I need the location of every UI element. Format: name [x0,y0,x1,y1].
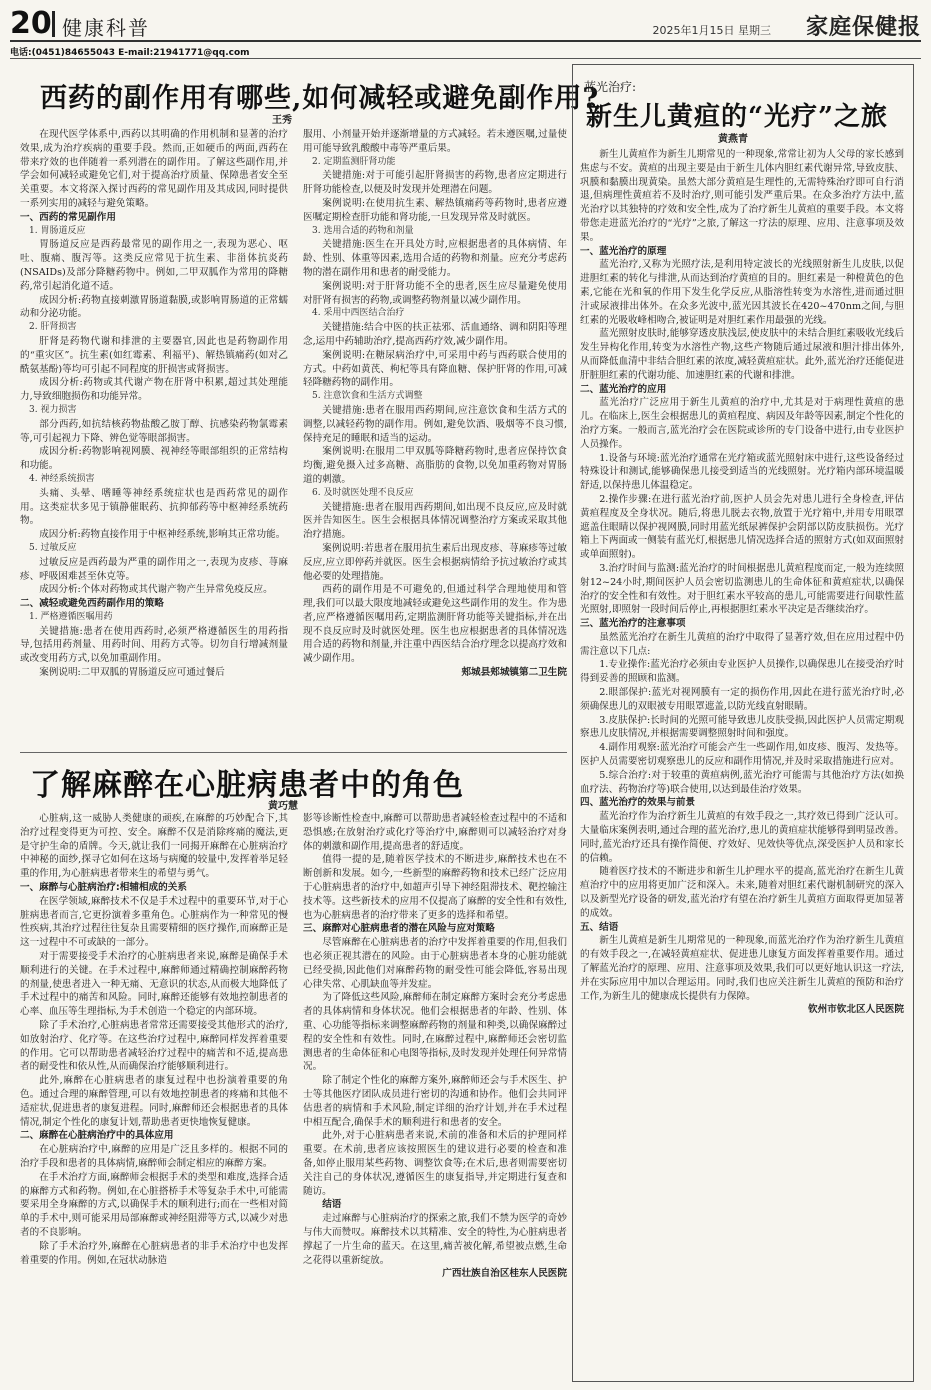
article2-author: 黄巧慧 [268,801,298,812]
paragraph: 4.副作用观察:蓝光治疗可能会产生一些副作用,如皮疹、腹泻、发热等。医护人员需要密切观察患儿的反应和副作用情况,并及时采取措施进行应对。 [580,742,904,768]
paragraph: 值得一提的是,随着医学技术的不断进步,麻醉技术也在不断创新和发展。如今,一些新型的麻醉药物和技术已经广泛应用于心脏病患者的治疗中,如超声引导下神经阻滞技术、靶控输注技术等。这些新技术的应用不仅提高了麻醉的安全性和有效性,也为心脏病患者的治疗带来了更多的选择和希望。 [303,854,567,921]
paragraph: 头痛、头晕、嗜睡等神经系统症状也是西药常见的副作用。这类症状多见于镇静催眠药、抗抑郁药等中枢神经系统药物。 [20,487,288,527]
paragraph: 成因分析:药物直接作用于中枢神经系统,影响其正常功能。 [39,529,286,541]
article2-title: 了解麻醉在心脏病患者中的角色 [30,768,464,803]
paragraph: 案例说明:在服用二甲双胍等降糖药物时,患者应保持饮食均衡,避免摄入过多高糖、高脂肪的食物,以免加重药物对胃肠道的刺激。 [303,446,567,485]
section-name: 健康科普 [62,16,150,40]
minor-heading: 6. 及时就医处理不良反应 [312,487,414,498]
minor-heading: 2. 定期监测肝肾功能 [312,156,396,167]
page-number: 20 [10,6,52,41]
minor-heading: 1. 严格遵循医嘱用药 [29,611,113,622]
article3-kicker: 蓝光治疗: [584,80,637,94]
subheading: 四、蓝光治疗的效果与前景 [580,797,696,809]
minor-heading: 5. 注意饮食和生活方式调整 [312,391,423,402]
paragraph: 走过麻醉与心脏病治疗的探索之旅,我们不禁为医学的奇妙与伟大而赞叹。麻醉技术以其精准、安全的特性,为心脏病患者撑起了一片生命的蓝天。在这里,痛苦被化解,希望被点燃,生命之花得以重新绽放。 [303,1213,567,1266]
paragraph: 虽然蓝光治疗在新生儿黄疸的治疗中取得了显著疗效,但在应用过程中仍需注意以下几点: [580,631,904,657]
article1-author: 王秀 [272,115,292,126]
paragraph: 服用、小剂量开始并逐渐增量的方式减轻。若未遵医嘱,过量使用可能导致乳酸酸中毒等严重后果。 [303,129,567,154]
article2-column-1 [20,812,288,1380]
paragraph: 随着医疗技术的不断进步和新生儿护理水平的提高,蓝光治疗在新生儿黄疸治疗中的应用将更加广泛和深入。未来,随着对胆红素代谢机制研究的深入以及新型光疗设备的研发,蓝光治疗有望在治疗新生儿黄疸方面取得更加显著的成效。 [580,866,904,919]
paragraph: 除了手术治疗,心脏病患者常常还需要接受其他形式的治疗,如放射治疗、化疗等。在这些治疗过程中,麻醉同样发挥着重要的作用。它可以帮助患者减轻治疗过程中的痛苦和不适,提高患者的耐受性和依从性,从而确保治疗能够顺利进行。 [20,1019,288,1073]
paragraph: 关键措施:患者在服用西药期间,应注意饮食和生活方式的调整,以减轻药物的副作用。例如,避免饮酒、吸烟等不良习惯,保持充足的睡眠和适当的运动。 [303,404,567,444]
paragraph: 案例说明:若患者在服用抗生素后出现皮疹、荨麻疹等过敏反应,应立即停药并就医。医生会根据病情给予抗过敏治疗或其他必要的处理措施。 [303,542,567,582]
paragraph: 胃肠道反应是西药最常见的副作用之一,表现为恶心、呕吐、腹痛、腹泻等。这类反应常见于抗生素、非甾体抗炎药(NSAIDs)及部分降糖药物中。例如,二甲双胍作为常用的降糖药,常引起消化道不适。 [20,239,288,292]
paragraph: 除了手术治疗外,麻醉在心脏病患者的非手术治疗中也发挥着重要的作用。例如,在冠状动脉造 [20,1240,288,1266]
header-divider [52,11,55,37]
paragraph: 在心脏病治疗中,麻醉的应用是广泛且多样的。根据不同的治疗手段和患者的具体病情,麻醉师会制定相应的麻醉方案。 [20,1144,288,1169]
subheading: 一、西药的常见副作用 [20,211,116,223]
paragraph: 成因分析:药物影响视网膜、视神经等眼部组织的正常结构和功能。 [20,446,288,472]
paragraph: 关键措施:结合中医的扶正祛邪、活血通络、调和阴阳等理念,运用中药辅助治疗,提高西药疗效,减少副作用。 [303,322,567,347]
paragraph: 关键措施:对于可能引起肝肾损害的药物,患者应定期进行肝肾功能检查,以便及时发现并处理潜在问题。 [303,170,567,196]
paragraph: 在医学领域,麻醉技术不仅是手术过程中的重要环节,对于心脏病患者而言,它更扮演着多重角色。心脏病作为一种常见的慢性疾病,其治疗过程往往复杂且需要精细的医疗操作,而麻醉正是这一过程中不可或缺的一部分。 [20,895,288,949]
subheading: 一、蓝光治疗的原理 [580,245,667,257]
subheading: 五、结语 [580,921,619,933]
minor-heading: 3. 选用合适的药物和剂量 [312,225,414,236]
subheading: 三、蓝光治疗的注意事项 [580,618,686,630]
paragraph: 西药的副作用是不可避免的,但通过科学合理地使用和管理,我们可以最大限度地减轻或避免这些副作用的发生。作为患者,应严格遵循医嘱用药,定期监测肝肾功能等关键指标,并在出现不良反应时及时就医处理。医生也应根据患者的具体情况选用合适的药物和剂量,并注重中西医结合治疗理念以提高疗效和减少副作用。 [303,584,567,665]
minor-heading: 4. 神经系统损害 [29,473,95,484]
paragraph: 过敏反应是西药最为严重的副作用之一,表现为皮疹、荨麻疹、呼吸困难甚至休克等。 [20,556,288,582]
subheading: 结语 [322,1199,342,1211]
paragraph: 此外,麻醉在心脏病患者的康复过程中也扮演着重要的角色。通过合理的麻醉管理,可以有效地控制患者的疼痛和其他不适症状,促进患者的康复进程。同时,麻醉师还会根据患者的具体情况,制定个性化的康复计划,帮助患者更快地恢复健康。 [20,1075,288,1128]
author-affiliation: 钦州市钦北区人民医院 [808,1004,904,1016]
paragraph: 影等诊断性检查中,麻醉可以帮助患者减轻检查过程中的不适和恐惧感;在放射治疗或化疗等治疗中,麻醉则可以减轻治疗对身体的刺激和副作用,提高患者的舒适度。 [303,813,567,852]
paragraph: 尽管麻醉在心脏病患者的治疗中发挥着重要的作用,但我们也必须正视其潜在的风险。由于心脏病患者本身的心脏功能就已经受损,因此他们对麻醉药物的耐受性可能会降低,容易出现心律失常、心肌缺血等并发症。 [303,937,567,990]
paragraph: 成因分析:药物或其代谢产物在肝肾中积累,超过其处理能力,导致细胞损伤和功能异常。 [20,377,288,403]
paragraph: 新生儿黄疸作为新生儿期常见的一种现象,常常让初为人父母的家长感到焦虑与不安。黄疸的出现主要是由于新生儿体内胆红素代谢异常,导致皮肤、巩膜和黏膜出现黄染。虽然大部分黄疸是生理性的,无需特殊治疗即可自行消退,但病理性黄疸若不及时治疗,则可能引发严重后果。在众多治疗方法中,蓝光治疗以其独特的疗效和安全性,成为了治疗新生儿黄疸的重要手段。本文将带您走进蓝光治疗的“光疗”之旅,了解这一疗法的原理、应用、注意事项及效果。 [580,149,904,243]
header-rule [10,58,921,59]
minor-heading: 5. 过敏反应 [29,542,77,553]
paragraph: 为了降低这些风险,麻醉师在制定麻醉方案时会充分考虑患者的具体病情和身体状况。他们会根据患者的年龄、性别、体重、心功能等指标来调整麻醉药物的剂量和种类,以确保麻醉过程的安全性和有效性。同时,在麻醉过程中,麻醉师还会密切监测患者的生命体征和心电图等指标,及时发现并处理任何异常情况。 [303,992,567,1073]
paragraph: 在现代医学体系中,西药以其明确的作用机制和显著的治疗效果,成为治疗疾病的重要手段。然而,正如硬币的两面,西药在带来疗效的也伴随着一系列潜在的副作用。了解这些副作用,并学会如何减轻或避免它们,对于提高治疗质量、保障患者安全至关重要。本文将深入探讨西药的常见副作用及其成因,同时提供一系列实用的减轻与避免策略。 [20,129,288,209]
paragraph: 案例说明:对于肝肾功能不全的患者,医生应尽量避免使用对肝肾有损害的药物,或调整药物剂量以减少副作用。 [303,280,567,306]
article3-body [580,148,904,1376]
paragraph: 案例说明:二甲双胍的胃肠道反应可通过餐后 [39,667,225,679]
page-header [10,8,921,42]
issue-date: 2025年1月15日 星期三 [652,24,771,37]
paragraph: 5.综合治疗:对于较重的黄疸病例,蓝光治疗可能需与其他治疗方法(如换血疗法、药物治疗等)联合使用,以达到最佳治疗效果。 [580,769,904,795]
paragraph: 关键措施:患者在服用西药期间,如出现不良反应,应及时就医并告知医生。医生会根据具体情况调整治疗方案或采取其他治疗措施。 [303,501,567,541]
article1-column-2 [303,128,567,748]
article3-author: 黄燕青 [718,134,748,145]
subheading: 二、减轻或避免西药副作用的策略 [20,598,164,610]
article1-title: 西药的副作用有哪些,如何减轻或避免副作用? [40,83,600,114]
minor-heading: 2. 肝肾损害 [29,322,77,333]
paragraph: 对于需要接受手术治疗的心脏病患者来说,麻醉是确保手术顺利进行的关键。在手术过程中,麻醉师通过精确控制麻醉药物的剂量,使患者进入一种无痛、无意识的状态,从而极大地降低了手术过程中的痛苦和风险。同时,麻醉还能够有效地控制患者的心率、血压等生理指标,为手术创造一个稳定的内部环境。 [20,950,288,1018]
minor-heading: 1. 胃肠道反应 [29,225,86,236]
paragraph: 新生儿黄疸是新生儿期常见的一种现象,而蓝光治疗作为治疗新生儿黄疸的有效手段之一,在减轻黄疸症状、促进患儿康复方面发挥着重要作用。通过了解蓝光治疗的原理、应用、注意事项及效果,我们可以更好地认识这一疗法,并在实际应用中加以合理运用。同时,我们也应关注新生儿黄疸的预防和治疗工作,为新生儿的健康成长提供有力保障。 [580,935,904,1002]
paragraph: 2.操作步骤:在进行蓝光治疗前,医护人员会先对患儿进行全身检查,评估黄疸程度及全身状况。随后,将患儿脱去衣物,放置于光疗箱中,并用专用眼罩遮盖住眼睛以保护视网膜,同时用蓝光纸尿裤保护会阴部以防皮肤损伤。光疗箱上下两面或一侧装有蓝光灯,根据患儿情况选择合适的照射方式(如双面照射或单面照射)。 [580,493,904,561]
subheading: 三、麻醉对心脏病患者的潜在风险与应对策略 [303,923,495,935]
subheading: 二、麻醉在心脏病治疗中的具体应用 [20,1130,174,1142]
paragraph: 2.眼部保护:蓝光对视网膜有一定的损伤作用,因此在进行蓝光治疗时,必须确保患儿的双眼被专用眼罩遮盖,以防光线直射眼睛。 [580,687,904,712]
paragraph: 蓝光治疗作为治疗新生儿黄疸的有效手段之一,其疗效已得到广泛认可。大量临床案例表明,通过合理的蓝光治疗,患儿的黄疸症状能够得到明显改善。同时,蓝光治疗还具有操作简便、疗效好、见效快等优点,深受医护人员和家长的信赖。 [580,811,904,864]
subheading: 二、蓝光治疗的应用 [580,383,667,395]
article-separator [20,752,567,753]
paragraph: 此外,对于心脏病患者来说,术前的准备和术后的护理同样重要。在术前,患者应该按照医生的建议进行必要的检查和准备,如停止服用某些药物、调整饮食等;在术后,患者则需要密切关注自己的身体状况,遵循医生的康复指导,并定期进行复查和随访。 [303,1130,567,1197]
paragraph: 案例说明:在糖尿病治疗中,可采用中药与西药联合使用的方式。中药如黄芪、枸杞等具有降血糖、保护肝肾的作用,可减轻降糖药物的副作用。 [303,349,567,389]
paragraph: 成因分析:个体对药物或其代谢产物产生异常免疫反应。 [39,584,273,596]
paragraph: 部分西药,如抗结核药物盐酸乙胺丁醇、抗感染药物氯霉素等,可引起视力下降、辨色觉等眼部损害。 [20,418,288,444]
paragraph: 除了制定个性化的麻醉方案外,麻醉师还会与手术医生、护士等其他医疗团队成员进行密切的沟通和协作。他们会共同评估患者的病情和手术风险,制定详细的治疗计划,并在手术过程中相互配合,确保手术的顺利进行和患者的安全。 [303,1075,567,1128]
subheading: 一、麻醉与心脏病治疗:相辅相成的关系 [20,881,187,893]
paragraph: 关键措施:患者在使用西药时,必须严格遵循医生的用药指导,包括用药剂量、用药时间、用药方式等。切勿自行增减剂量或改变用药方式,以免加重副作用。 [20,625,288,665]
paragraph: 蓝光照射皮肤时,能够穿透皮肤浅层,使皮肤中的未结合胆红素吸收光线后发生异构化作用,转变为水溶性产物,这些产物随后通过尿液和胆汁排出体外,从而降低血清中非结合胆红素的浓度,减轻黄疸症状。此外,蓝光治疗还能促进肝脏胆红素的代谢功能、加速胆红素的代谢和排泄。 [580,328,904,381]
paper-name: 家庭保健报 [805,14,921,40]
author-affiliation: 郏城县郏城镇第二卫生院 [461,667,567,679]
paragraph: 成因分析:药物直接刺激胃肠道黏膜,或影响胃肠道的正常蠕动和分泌功能。 [20,294,288,320]
paragraph: 蓝光治疗,又称为光照疗法,是利用特定波长的光线照射新生儿皮肤,以促进胆红素的转化与排泄,从而达到治疗黄疸的目的。胆红素是一种橙黄色的色素,它能在光和氧的作用下发生化学反应,从脂溶性转变为水溶性,进而通过胆汁或尿液排出体外。在众多光波中,蓝光因其波长在420~470nm之间,与胆红素的光吸收峰相吻合,被证明是对胆红素作用最强的光线。 [580,259,904,326]
minor-heading: 4. 采用中西医结合治疗 [312,308,405,319]
paragraph: 3.治疗时间与监测:蓝光治疗的时间根据患儿黄疸程度而定,一般为连续照射12~24小时,期间医护人员会密切监测患儿的生命体征和黄疸症状,以确保治疗的安全性和有效性。对于胆红素水平较高的患儿,可能需要进行间歇性蓝光照射,即照射一段时间后停止,再根据胆红素水平决定是否继续治疗。 [580,562,904,616]
minor-heading: 3. 视力损害 [29,404,77,415]
paragraph: 案例说明:在使用抗生素、解热镇痛药等药物时,患者应遵医嘱定期检查肝功能和肾功能,一旦发现异常及时就医。 [303,197,567,223]
article2-column-2 [303,812,567,1380]
paragraph: 在手术治疗方面,麻醉师会根据手术的类型和难度,选择合适的麻醉方式和药物。例如,在心脏搭桥手术等复杂手术中,可能需要采用全身麻醉的方式,以确保手术的顺利进行;而在一些相对简单的手术中,则可能采用局部麻醉或神经阻滞等方式,以减少对患者的不良影响。 [20,1171,288,1238]
paragraph: 1.专业操作:蓝光治疗必须由专业医护人员操作,以确保患儿在接受治疗时得到妥善的照顾和监测。 [580,659,904,685]
paragraph: 蓝光治疗广泛应用于新生儿黄疸的治疗中,尤其是对于病理性黄疸的患儿。在临床上,医生会根据患儿的黄疸程度、病因及年龄等因素,制定个性化的治疗方案。一般而言,蓝光治疗会在医院或诊所的专门设备中进行,由专业医护人员操作。 [580,397,904,450]
paragraph: 1.设备与环境:蓝光治疗通常在光疗箱或蓝光照射床中进行,这些设备经过特殊设计和测试,能够确保患儿接受到适当的光线照射。光疗箱内部环境温暖舒适,以保持患儿体温稳定。 [580,452,904,492]
paragraph: 心脏病,这一威胁人类健康的顽疾,在麻醉的巧妙配合下,其治疗过程变得更为可控、安全。麻醉不仅是消除疼痛的魔法,更是守护生命的盾牌。今天,就让我们一同揭开麻醉在心脏病治疗中神秘的面纱,探寻它如何在这场与病魔的较量中,发挥着举足轻重的作用,为心脏病患者带来生的希望与勇气。 [20,813,288,880]
contact-line: 电话:(0451)84655043 E-mail:21941771@qq.com [10,48,250,58]
paragraph: 3.皮肤保护:长时间的光照可能导致患儿皮肤受损,因此医护人员需定期观察患儿皮肤情况,并根据需要调整照射时间和强度。 [580,714,904,740]
author-affiliation: 广西壮族自治区桂东人民医院 [442,1268,567,1280]
paragraph: 关键措施:医生在开具处方时,应根据患者的具体病情、年龄、性别、体重等因素,选用合适的药物和剂量。应充分考虑药物的潜在副作用和患者的耐受能力。 [303,239,567,278]
article3-title: 新生儿黄疸的“光疗”之旅 [586,102,888,132]
article1-column-1 [20,128,288,748]
paragraph: 肝肾是药物代谢和排泄的主要器官,因此也是药物副作用的“重灾区”。抗生素(如红霉素、利福平)、解热镇痛药(如对乙酰氨基酚)等均可引起不同程度的肝损害或肾损害。 [20,335,288,375]
